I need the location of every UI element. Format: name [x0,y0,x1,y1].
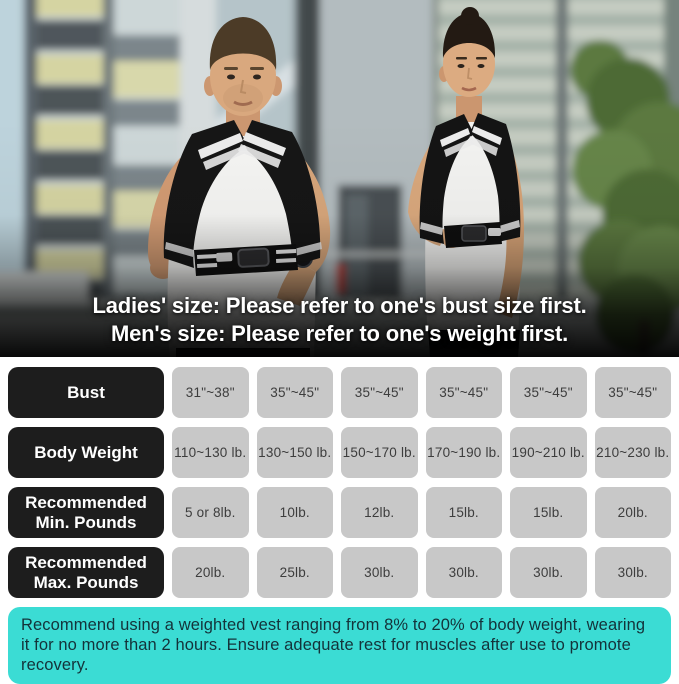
recommendation-note-text: Recommend using a weighted vest ranging from 8% to 20% of body weight, wearing it for no more than 2 hours. Ensure adequate rest for muscles after use to promote recovery. [21,616,646,675]
table-cell: 35"~45" [510,367,587,418]
row-header-bust: Bust [8,367,164,418]
table-cell: 31"~38" [172,367,249,418]
table-cell: 20lb. [172,547,249,598]
headline [0,292,679,348]
table-cell: 130~150 lb. [257,427,334,478]
table-cell: 30lb. [426,547,503,598]
table-cell: 12lb. [341,487,418,538]
table-cell: 210~230 lb. [595,427,672,478]
row-header-max-pounds: Recommended Max. Pounds [8,547,164,598]
row-header-min-pounds: Recommended Min. Pounds [8,487,164,538]
table-row-max-pounds [8,547,671,598]
row-header-body-weight: Body Weight [8,427,164,478]
size-table [8,367,671,598]
table-row-min-pounds [8,487,671,538]
table-cell: 10lb. [257,487,334,538]
table-cell: 35"~45" [595,367,672,418]
table-row-body-weight [8,427,671,478]
table-row-bust [8,367,671,418]
table-cell: 5 or 8lb. [172,487,249,538]
headline-line-mens: Men's size: Please refer to one's weight first. [110,321,569,346]
table-cell: 35"~45" [257,367,334,418]
table-cell: 25lb. [257,547,334,598]
table-cell: 15lb. [426,487,503,538]
table-cell: 30lb. [510,547,587,598]
table-cell: 20lb. [595,487,672,538]
headline-line-ladies: Ladies' size: Please refer to one's bust size first. [92,293,587,318]
table-cell: 15lb. [510,487,587,538]
table-cell: 35"~45" [426,367,503,418]
recommendation-note [8,607,671,684]
table-cell: 30lb. [341,547,418,598]
table-cell: 110~130 lb. [172,427,249,478]
table-cell: 150~170 lb. [341,427,418,478]
table-cell: 30lb. [595,547,672,598]
table-cell: 190~210 lb. [510,427,587,478]
table-cell: 170~190 lb. [426,427,503,478]
table-cell: 35"~45" [341,367,418,418]
